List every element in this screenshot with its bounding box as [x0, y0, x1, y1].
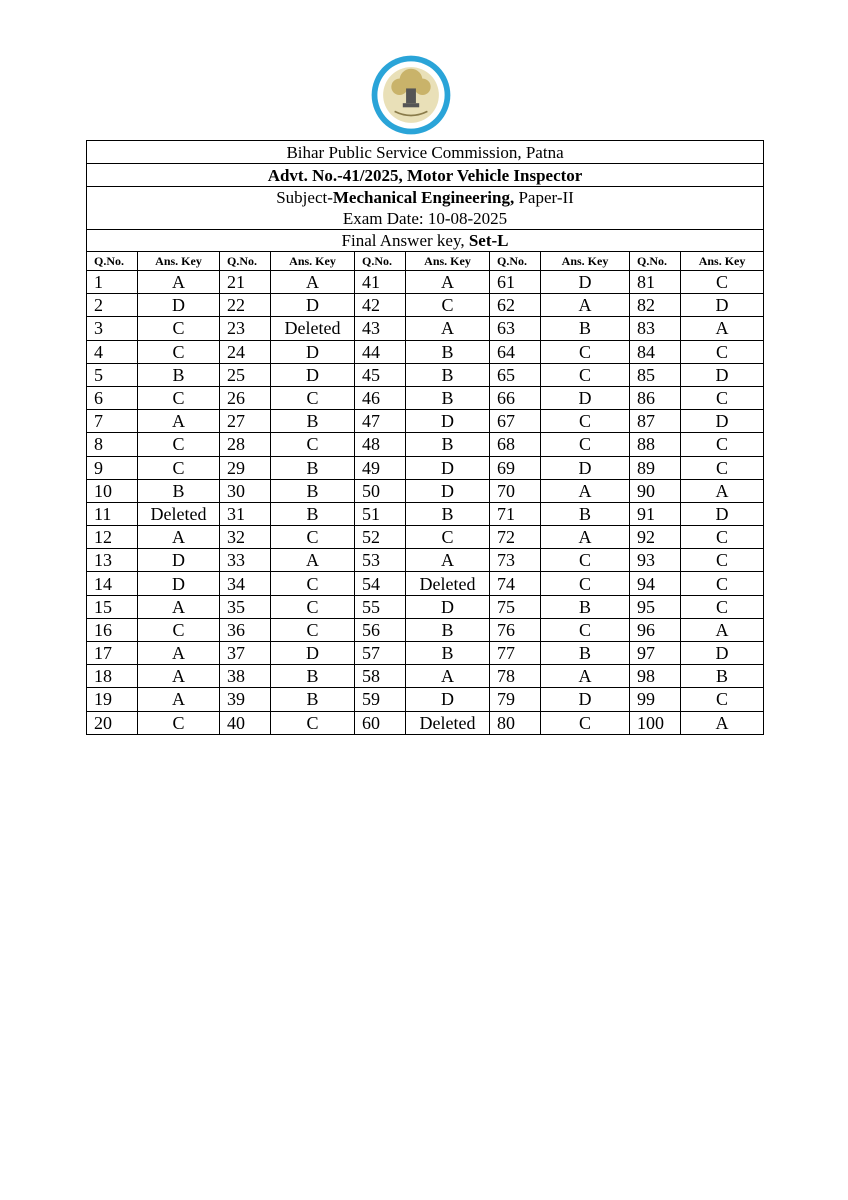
- answer-key: C: [681, 526, 764, 549]
- answer-key: A: [406, 665, 490, 688]
- question-number: 13: [87, 549, 138, 572]
- question-number: 55: [355, 595, 406, 618]
- question-number: 53: [355, 549, 406, 572]
- question-number: 38: [220, 665, 271, 688]
- question-number: 60: [355, 711, 406, 734]
- answer-key: D: [681, 502, 764, 525]
- answer-key: D: [138, 549, 220, 572]
- answer-key: B: [406, 340, 490, 363]
- question-number: 36: [220, 618, 271, 641]
- answer-key: B: [406, 618, 490, 641]
- table-row: [87, 711, 764, 734]
- table-row: [87, 642, 764, 665]
- question-number: 85: [630, 363, 681, 386]
- answer-key: B: [138, 479, 220, 502]
- question-number: 42: [355, 294, 406, 317]
- table-row: [87, 386, 764, 409]
- answer-rows: [87, 271, 764, 735]
- question-number: 31: [220, 502, 271, 525]
- column-header-row: [87, 252, 764, 271]
- answer-key: C: [138, 618, 220, 641]
- answer-key: B: [541, 595, 630, 618]
- question-number: 23: [220, 317, 271, 340]
- answer-key: A: [138, 665, 220, 688]
- answer-key: D: [681, 294, 764, 317]
- table-row: [87, 410, 764, 433]
- answer-key: C: [541, 363, 630, 386]
- question-number: 39: [220, 688, 271, 711]
- answer-key: B: [406, 386, 490, 409]
- anskey-header: Ans. Key: [271, 252, 355, 271]
- answer-key: C: [541, 340, 630, 363]
- question-number: 77: [490, 642, 541, 665]
- question-number: 45: [355, 363, 406, 386]
- answer-key: D: [406, 410, 490, 433]
- question-number: 88: [630, 433, 681, 456]
- question-number: 82: [630, 294, 681, 317]
- question-number: 78: [490, 665, 541, 688]
- qno-header: Q.No.: [490, 252, 541, 271]
- question-number: 100: [630, 711, 681, 734]
- answer-key: C: [406, 294, 490, 317]
- answer-key: C: [681, 549, 764, 572]
- table-row: [87, 363, 764, 386]
- question-number: 64: [490, 340, 541, 363]
- answer-key: A: [681, 618, 764, 641]
- question-number: 24: [220, 340, 271, 363]
- question-number: 67: [490, 410, 541, 433]
- question-number: 17: [87, 642, 138, 665]
- answer-key: C: [138, 340, 220, 363]
- table-row: [87, 572, 764, 595]
- question-number: 11: [87, 502, 138, 525]
- answer-key: C: [138, 433, 220, 456]
- question-number: 49: [355, 456, 406, 479]
- answer-key: D: [681, 642, 764, 665]
- question-number: 73: [490, 549, 541, 572]
- question-number: 21: [220, 271, 271, 294]
- question-number: 18: [87, 665, 138, 688]
- question-number: 57: [355, 642, 406, 665]
- question-number: 98: [630, 665, 681, 688]
- answer-key: C: [271, 572, 355, 595]
- question-number: 33: [220, 549, 271, 572]
- question-number: 1: [87, 271, 138, 294]
- answer-key: D: [271, 363, 355, 386]
- answer-key: A: [138, 642, 220, 665]
- table-row: [87, 595, 764, 618]
- answer-key: B: [138, 363, 220, 386]
- answer-key: C: [271, 526, 355, 549]
- answer-key: C: [406, 526, 490, 549]
- question-number: 2: [87, 294, 138, 317]
- question-number: 41: [355, 271, 406, 294]
- exam-date: Exam Date: 10-08-2025: [87, 208, 764, 230]
- question-number: 34: [220, 572, 271, 595]
- answer-key: D: [681, 410, 764, 433]
- answer-key: C: [681, 433, 764, 456]
- question-number: 20: [87, 711, 138, 734]
- answer-key: C: [271, 618, 355, 641]
- answer-key: Deleted: [138, 502, 220, 525]
- qno-header: Q.No.: [87, 252, 138, 271]
- question-number: 61: [490, 271, 541, 294]
- answer-key: A: [138, 595, 220, 618]
- answer-key: C: [681, 688, 764, 711]
- answer-key: C: [541, 711, 630, 734]
- answer-key: D: [541, 456, 630, 479]
- question-number: 83: [630, 317, 681, 340]
- question-number: 26: [220, 386, 271, 409]
- answer-key: A: [138, 410, 220, 433]
- question-number: 65: [490, 363, 541, 386]
- answer-key: C: [271, 433, 355, 456]
- question-number: 50: [355, 479, 406, 502]
- question-number: 15: [87, 595, 138, 618]
- answer-key: C: [681, 572, 764, 595]
- question-number: 86: [630, 386, 681, 409]
- answer-key: C: [271, 711, 355, 734]
- answer-key: A: [406, 317, 490, 340]
- question-number: 76: [490, 618, 541, 641]
- question-number: 10: [87, 479, 138, 502]
- question-number: 92: [630, 526, 681, 549]
- answer-key: A: [138, 271, 220, 294]
- question-number: 37: [220, 642, 271, 665]
- question-number: 19: [87, 688, 138, 711]
- question-number: 89: [630, 456, 681, 479]
- question-number: 91: [630, 502, 681, 525]
- answer-key: C: [138, 711, 220, 734]
- question-number: 70: [490, 479, 541, 502]
- question-number: 48: [355, 433, 406, 456]
- answer-key: A: [271, 549, 355, 572]
- question-number: 99: [630, 688, 681, 711]
- answer-key: C: [271, 595, 355, 618]
- answer-key: Deleted: [406, 711, 490, 734]
- answer-key: C: [681, 386, 764, 409]
- answer-key: B: [541, 642, 630, 665]
- question-number: 16: [87, 618, 138, 641]
- table-row: [87, 618, 764, 641]
- anskey-header: Ans. Key: [138, 252, 220, 271]
- answer-key: C: [681, 595, 764, 618]
- question-number: 74: [490, 572, 541, 595]
- question-number: 93: [630, 549, 681, 572]
- answer-key: C: [138, 317, 220, 340]
- answer-key: D: [406, 479, 490, 502]
- advt-title: Advt. No.-41/2025, Motor Vehicle Inspector: [87, 164, 764, 187]
- answer-key: D: [138, 294, 220, 317]
- question-number: 51: [355, 502, 406, 525]
- qno-header: Q.No.: [630, 252, 681, 271]
- answer-key: D: [271, 642, 355, 665]
- answer-key: D: [138, 572, 220, 595]
- question-number: 95: [630, 595, 681, 618]
- question-number: 75: [490, 595, 541, 618]
- table-row: [87, 340, 764, 363]
- question-number: 81: [630, 271, 681, 294]
- question-number: 25: [220, 363, 271, 386]
- answer-key: C: [541, 549, 630, 572]
- question-number: 58: [355, 665, 406, 688]
- answer-key: B: [681, 665, 764, 688]
- answer-key: Deleted: [271, 317, 355, 340]
- question-number: 69: [490, 456, 541, 479]
- answer-key: B: [406, 363, 490, 386]
- answer-key: B: [406, 433, 490, 456]
- question-number: 72: [490, 526, 541, 549]
- question-number: 43: [355, 317, 406, 340]
- anskey-header: Ans. Key: [681, 252, 764, 271]
- table-row: [87, 456, 764, 479]
- question-number: 79: [490, 688, 541, 711]
- answer-key: A: [681, 711, 764, 734]
- answer-key: C: [271, 386, 355, 409]
- question-number: 27: [220, 410, 271, 433]
- subject-line: Subject-Mechanical Engineering, Paper-II: [87, 187, 764, 209]
- answer-key: C: [541, 618, 630, 641]
- question-number: 3: [87, 317, 138, 340]
- question-number: 52: [355, 526, 406, 549]
- answer-key: D: [271, 340, 355, 363]
- table-row: [87, 433, 764, 456]
- answer-key: C: [681, 456, 764, 479]
- final-answer-key-title: Final Answer key, Set-L: [87, 230, 764, 252]
- answer-key: C: [541, 433, 630, 456]
- answer-key: D: [541, 271, 630, 294]
- answer-key: A: [406, 271, 490, 294]
- question-number: 97: [630, 642, 681, 665]
- question-number: 68: [490, 433, 541, 456]
- table-row: [87, 665, 764, 688]
- answer-key: A: [138, 688, 220, 711]
- answer-key: A: [406, 549, 490, 572]
- question-number: 9: [87, 456, 138, 479]
- question-number: 14: [87, 572, 138, 595]
- answer-key: B: [271, 456, 355, 479]
- table-row: [87, 317, 764, 340]
- answer-key: B: [271, 688, 355, 711]
- question-number: 4: [87, 340, 138, 363]
- qno-header: Q.No.: [220, 252, 271, 271]
- answer-key: D: [406, 456, 490, 479]
- answer-key: D: [406, 595, 490, 618]
- answer-key: B: [406, 502, 490, 525]
- seal-icon: [370, 54, 452, 136]
- answer-key: A: [541, 479, 630, 502]
- answer-key: A: [541, 526, 630, 549]
- question-number: 22: [220, 294, 271, 317]
- question-number: 8: [87, 433, 138, 456]
- table-row: [87, 549, 764, 572]
- question-number: 29: [220, 456, 271, 479]
- answer-key: D: [541, 386, 630, 409]
- answer-key: B: [271, 479, 355, 502]
- question-number: 80: [490, 711, 541, 734]
- answer-key: A: [541, 294, 630, 317]
- question-number: 87: [630, 410, 681, 433]
- question-number: 46: [355, 386, 406, 409]
- answer-key: D: [681, 363, 764, 386]
- question-number: 56: [355, 618, 406, 641]
- question-number: 59: [355, 688, 406, 711]
- question-number: 96: [630, 618, 681, 641]
- answer-key: A: [138, 526, 220, 549]
- answer-key: B: [541, 317, 630, 340]
- answer-key: C: [138, 456, 220, 479]
- table-row: [87, 294, 764, 317]
- question-number: 6: [87, 386, 138, 409]
- question-number: 84: [630, 340, 681, 363]
- table-row: [87, 688, 764, 711]
- answer-key: B: [271, 665, 355, 688]
- anskey-header: Ans. Key: [406, 252, 490, 271]
- table-row: [87, 502, 764, 525]
- answer-key: C: [541, 572, 630, 595]
- answer-key: A: [681, 317, 764, 340]
- org-title: Bihar Public Service Commission, Patna: [87, 141, 764, 164]
- question-number: 62: [490, 294, 541, 317]
- answer-key: A: [681, 479, 764, 502]
- question-number: 63: [490, 317, 541, 340]
- question-number: 40: [220, 711, 271, 734]
- question-number: 30: [220, 479, 271, 502]
- question-number: 5: [87, 363, 138, 386]
- question-number: 12: [87, 526, 138, 549]
- anskey-header: Ans. Key: [541, 252, 630, 271]
- answer-key: C: [541, 410, 630, 433]
- answer-key: Deleted: [406, 572, 490, 595]
- question-number: 28: [220, 433, 271, 456]
- answer-key: B: [406, 642, 490, 665]
- answer-key: D: [271, 294, 355, 317]
- question-number: 35: [220, 595, 271, 618]
- table-row: [87, 271, 764, 294]
- qno-header: Q.No.: [355, 252, 406, 271]
- answer-key-table: [86, 140, 764, 735]
- table-row: [87, 479, 764, 502]
- table-row: [87, 526, 764, 549]
- question-number: 7: [87, 410, 138, 433]
- answer-key: A: [271, 271, 355, 294]
- answer-key: B: [271, 410, 355, 433]
- question-number: 54: [355, 572, 406, 595]
- question-number: 90: [630, 479, 681, 502]
- answer-key: B: [541, 502, 630, 525]
- answer-key: D: [406, 688, 490, 711]
- question-number: 66: [490, 386, 541, 409]
- question-number: 32: [220, 526, 271, 549]
- answer-key: C: [681, 340, 764, 363]
- question-number: 47: [355, 410, 406, 433]
- answer-key: C: [681, 271, 764, 294]
- question-number: 44: [355, 340, 406, 363]
- bpsc-seal-logo: [370, 54, 452, 136]
- answer-key: D: [541, 688, 630, 711]
- answer-key: B: [271, 502, 355, 525]
- question-number: 71: [490, 502, 541, 525]
- answer-key: C: [138, 386, 220, 409]
- question-number: 94: [630, 572, 681, 595]
- answer-key: A: [541, 665, 630, 688]
